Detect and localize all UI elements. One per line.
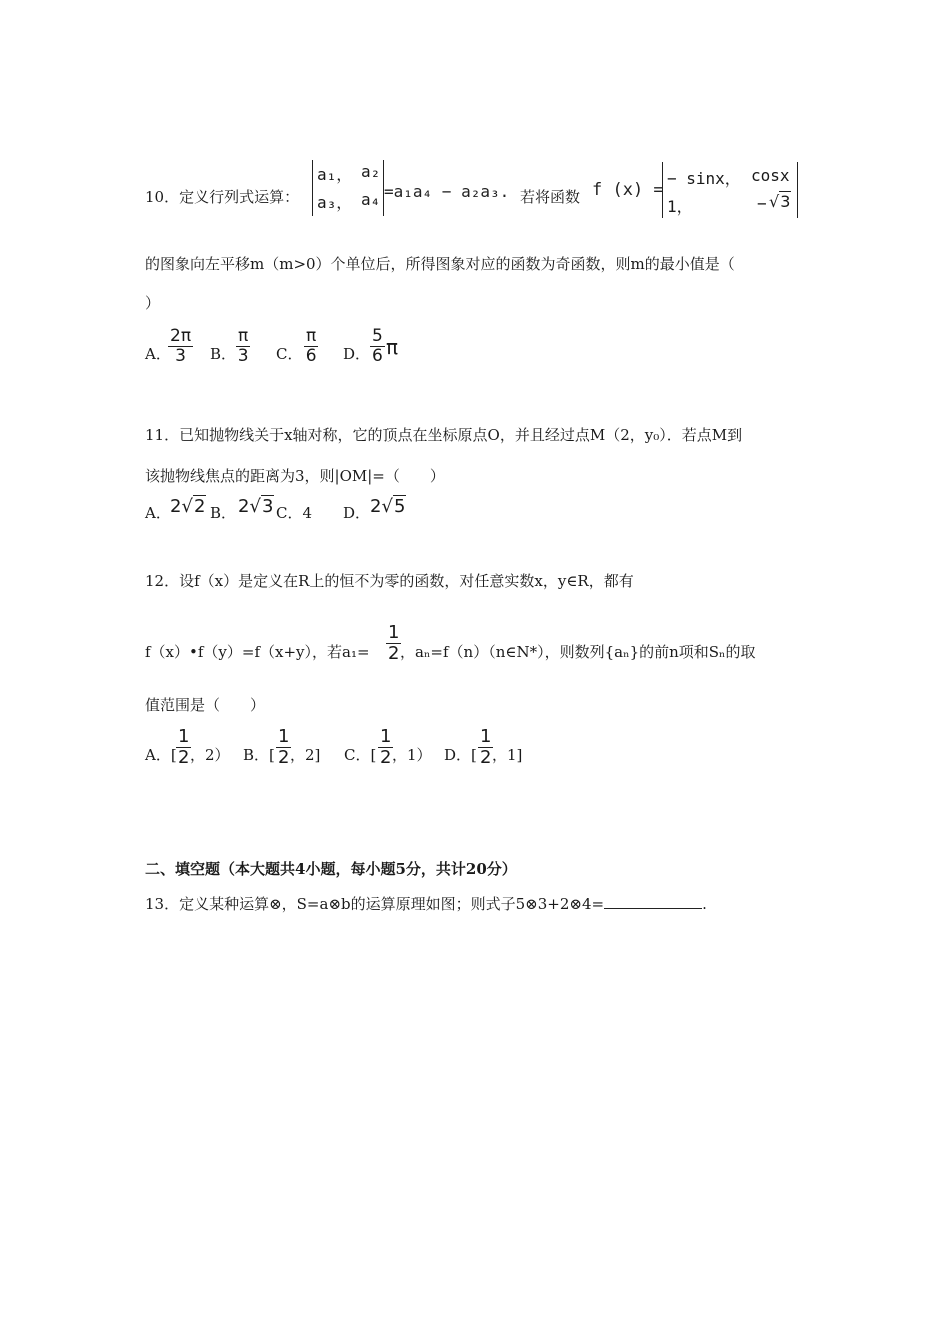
det2-br-sign: −	[757, 194, 767, 213]
q10-option-a-label: A．	[145, 345, 171, 363]
answer-blank	[604, 894, 702, 909]
q10-option-a-fraction: 2π 3	[170, 326, 192, 366]
q12-option-b-post: ，2]	[290, 746, 321, 764]
q12-line2b: ，aₙ=f（n）（n∈N*），则数列{aₙ}的前n项和Sₙ的取	[400, 643, 756, 661]
det2-tl: − sinx，	[667, 169, 741, 188]
det-a3: a₃，	[317, 193, 353, 212]
q10-option-d-fraction: 5 6	[372, 326, 383, 366]
q10-determinant-definition	[312, 160, 384, 216]
q11-option-c: C．4	[276, 504, 313, 522]
q11-option-a-value: 2√2	[170, 496, 206, 517]
q12-option-a-pre: A．[	[145, 746, 177, 764]
q11-option-d-label: D．	[343, 504, 371, 522]
q12-line2a: f（x）•f（y）=f（x+y），若a₁=	[145, 643, 370, 661]
q12-option-c-fraction: 1 2	[380, 726, 392, 768]
det-a2: a₂	[361, 162, 381, 181]
q12-option-c-pre: C．[	[344, 746, 377, 764]
q12-option-a-post: ，2）	[190, 746, 230, 764]
q10-option-c-fraction: π 6	[305, 326, 317, 366]
q10-option-b-fraction: π 3	[237, 326, 249, 366]
q10-prefix: 10．定义行列式运算：	[145, 188, 300, 206]
q10-line2: 的图象向左平移m（m>0）个单位后，所得图象对应的函数为奇函数，则m的最小值是（	[145, 255, 735, 273]
q12-option-d-fraction: 1 2	[480, 726, 492, 768]
q12-option-c-post: ，1）	[392, 746, 432, 764]
det-a4: a₄	[361, 190, 381, 209]
q10-option-c-label: C．	[276, 345, 303, 363]
det2-bl: 1，	[667, 197, 693, 216]
q12-option-b-pre: B．[	[243, 746, 275, 764]
q13-text: 13．定义某种运算⊗，S=a⊗b的运算原理如图；则式子5⊗3+2⊗4=	[145, 895, 605, 913]
q10-mid: 若将函数	[520, 188, 581, 206]
q12-option-b-fraction: 1 2	[278, 726, 290, 768]
q10-function-determinant	[662, 162, 798, 218]
q12-option-d-post: ，1]	[492, 746, 523, 764]
q13-line	[145, 893, 707, 914]
det2-tr: cosx	[751, 166, 790, 185]
q11-option-b-value: 2√3	[238, 496, 274, 517]
q10-option-d-pi: π	[386, 335, 399, 359]
q10-line3: ）	[145, 294, 161, 312]
q10-option-b-label: B．	[210, 345, 237, 363]
det-rhs: =a₁a₄ − a₂a₃.	[384, 182, 510, 201]
q11-option-b-label: B．	[210, 504, 237, 522]
q11-line1: 11．已知抛物线关于x轴对称，它的顶点在坐标原点O，并且经过点M（2，y₀）．若点M到	[145, 426, 743, 444]
section-heading: 二、填空题（本大题共4小题，每小题5分，共计20分）	[145, 860, 517, 878]
sqrt3: √3	[769, 192, 791, 211]
q12-option-d-pre: D．[	[444, 746, 477, 764]
q12-line1: 12．设f（x）是定义在R上的恒不为零的函数，对任意实数x，y∈R，都有	[145, 572, 634, 590]
fx-label: f (x) =	[592, 180, 664, 200]
q12-a1-fraction: 1 2	[388, 622, 400, 664]
q12-option-a-fraction: 1 2	[178, 726, 190, 768]
q11-option-a-label: A．	[145, 504, 171, 522]
det-a1: a₁，	[317, 165, 353, 184]
q11-option-d-value: 2√5	[370, 496, 406, 517]
q13-end: .	[702, 895, 707, 913]
q10-option-d-label: D．	[343, 345, 371, 363]
q11-line2: 该抛物线焦点的距离为3，则|OM|=（ ）	[145, 467, 445, 485]
q12-line3: 值范围是（ ）	[145, 696, 266, 714]
